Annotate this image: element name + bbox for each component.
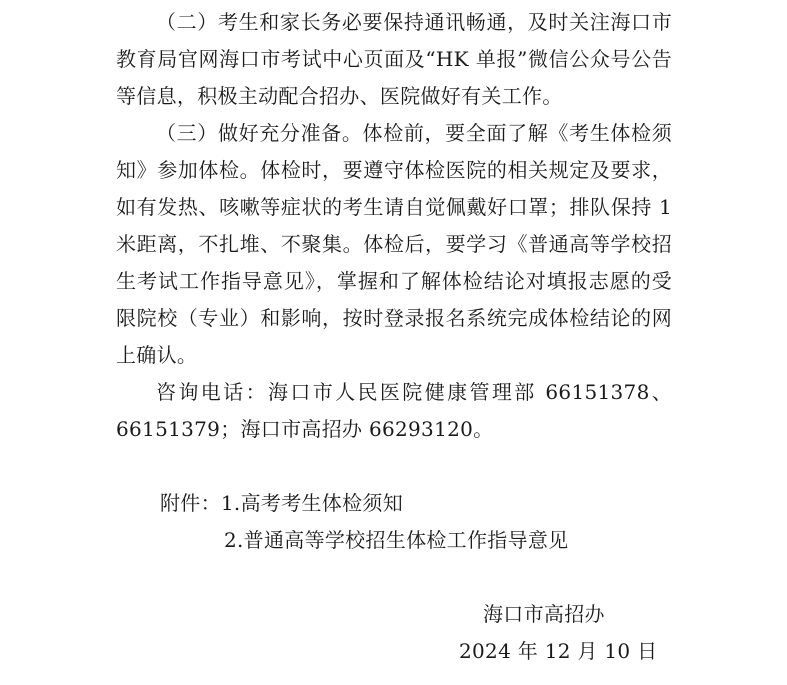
attachment-item-2: 2.普通高等学校招生体检工作指导意见 [224,528,569,552]
attachment-line-1 [160,485,403,522]
signature-date: 2024 年 12 月 10 日 [459,639,658,663]
paragraph-preparation: （三）做好充分准备。体检前，要全面了解《考生体检须知》参加体检。体检时，要遵守体检医院的相关规定及要求，如有发热、咳嗽等症状的考生请自觉佩戴好口罩；排队保持 1 米距离，不扎堆、不聚集。体检后，要学习《普通高等学校招生考试工作指导意见》，掌握和了解体检结论对填报志愿的受限院校（专业）和影响，按时登录报名系统完成体检结论的网上确认。 [116,121,672,367]
attachment-item-1: 1.高考考生体检须知 [220,491,403,515]
attachment-line-2 [224,522,568,559]
attachment-label: 附件： [160,491,221,515]
signature-organization: 海口市高招办 [483,602,605,626]
paragraph-hotline: 咨询电话：海口市人民医院健康管理部 66151378、66151379；海口市高招办 66293120。 [116,380,672,441]
paragraph-contact-notice: （二）考生和家长务必要保持通讯畅通，及时关注海口市教育局官网海口市考试中心页面及“HK 单报”微信公众号公告等信息，积极主动配合招办、医院做好有关工作。 [116,10,672,108]
